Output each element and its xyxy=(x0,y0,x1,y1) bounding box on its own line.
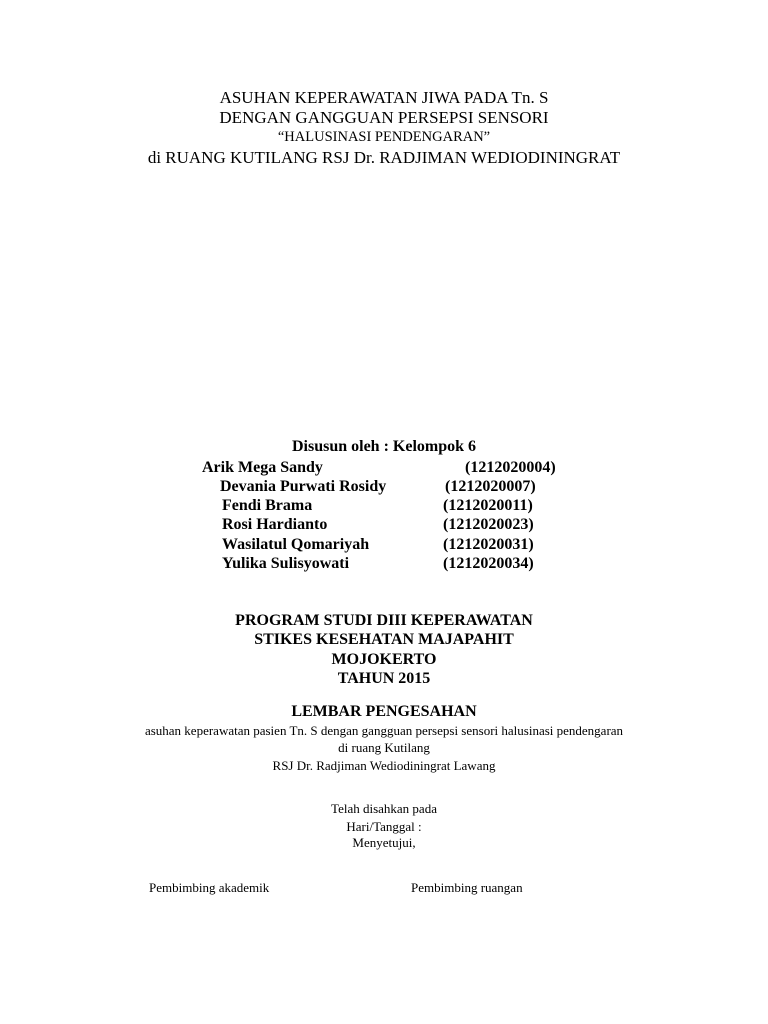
institution-line-4: TAHUN 2015 xyxy=(337,670,431,687)
ratified-label: Telah disahkan pada xyxy=(331,801,437,816)
ward-advisor-label: Pembimbing ruangan xyxy=(411,880,523,895)
member-name: Fendi Brama xyxy=(222,497,313,514)
member-name: Wasilatul Qomariyah xyxy=(222,536,370,553)
member-name: Yulika Sulisyowati xyxy=(222,555,350,572)
member-name: Devania Purwati Rosidy xyxy=(220,478,387,495)
institution-line-1: PROGRAM STUDI DIII KEPERAWATAN xyxy=(235,612,533,629)
member-nim: (1212020031) xyxy=(443,536,534,553)
member-name: Arik Mega Sandy xyxy=(202,459,323,476)
academic-advisor-label: Pembimbing akademik xyxy=(149,880,270,895)
authors-heading: Disusun oleh : Kelompok 6 xyxy=(291,438,477,455)
approval-description-2: di ruang Kutilang xyxy=(338,740,430,755)
member-nim: (1212020007) xyxy=(445,478,536,495)
institution-line-2: STIKES KESEHATAN MAJAPAHIT xyxy=(254,631,514,648)
approval-description-1: asuhan keperawatan pasien Tn. S dengan gangguan persepsi sensori halusinasi pendengaran xyxy=(144,723,624,738)
member-nim: (1212020023) xyxy=(443,516,534,533)
member-name: Rosi Hardianto xyxy=(222,516,328,533)
member-nim: (1212020004) xyxy=(465,459,556,476)
title-line-3: “HALUSINASI PENDENGARAN” xyxy=(277,129,491,145)
agreed-label: Menyetujui, xyxy=(352,835,416,850)
approval-description-3: RSJ Dr. Radjiman Wediodiningrat Lawang xyxy=(272,758,496,773)
member-nim: (1212020011) xyxy=(443,497,533,514)
institution-line-3: MOJOKERTO xyxy=(331,651,437,668)
date-label: Hari/Tanggal : xyxy=(346,819,422,834)
title-line-2: DENGAN GANGGUAN PERSEPSI SENSORI xyxy=(219,108,549,127)
title-line-4: di RUANG KUTILANG RSJ Dr. RADJIMAN WEDIODININGRAT xyxy=(147,148,621,167)
title-line-1: ASUHAN KEPERAWATAN JIWA PADA Tn. S xyxy=(219,88,549,107)
member-nim: (1212020034) xyxy=(443,555,534,572)
approval-heading: LEMBAR PENGESAHAN xyxy=(291,703,477,720)
